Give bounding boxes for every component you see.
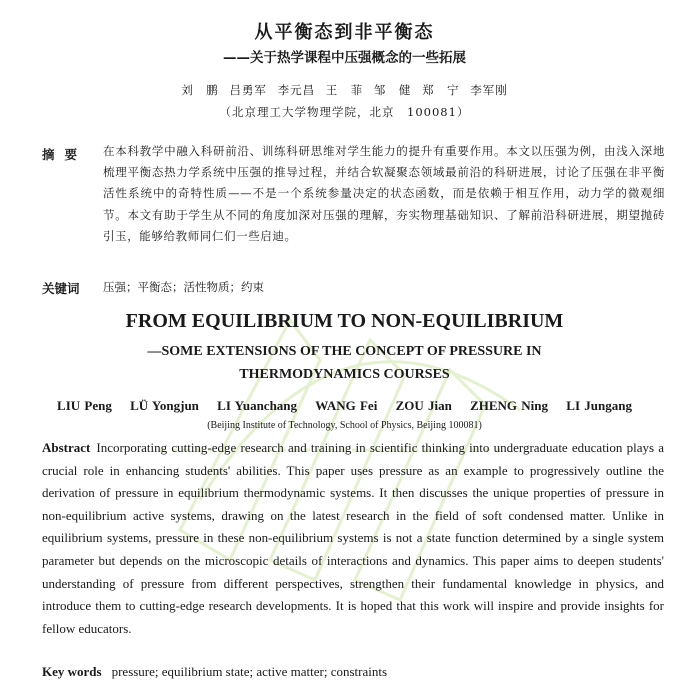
author-en: ZHENG Ning <box>470 398 549 413</box>
english-affiliation: (Beijing Institute of Technology, School of Physics, Beijing 100081) <box>207 420 482 431</box>
author-en: LI Yuanchang <box>217 398 298 413</box>
english-keywords-text: pressure; equilibrium state; active matter; constraints <box>111 664 388 679</box>
chinese-subtitle: ——关于热学课程中压强概念的一些拓展 <box>223 50 466 66</box>
author-cn: 郑 宁 <box>422 83 460 97</box>
author-cn: 刘 鹏 <box>181 83 219 97</box>
author-cn: 王 菲 <box>325 83 364 97</box>
chinese-title: 从平衡态到非平衡态 <box>254 22 435 43</box>
author-en: ZOU Jian <box>395 398 452 413</box>
author-cn: 邹 健 <box>373 83 412 97</box>
english-keywords <box>42 664 387 680</box>
author-cn: 吕勇军 <box>229 83 267 97</box>
english-abstract-text: Incorporating cutting-edge research and training in scientific thinking into undergraduate education plays a crucial role in enhancing students' abilities. This paper uses pressure as an example to progressively outline the derivation of pressure in equilibrium thermodynamic systems. It then discusses the unique properties of pressure in non-equilibrium active systems, drawing on the latest research in the field of soft condensed matter. Unlike in equilibrium systems, pressure in these non-equilibrium systems is not a state function determined by a single system parameter but depends on the microscopic details of interactions and dynamics. This paper aims to deepen students' understanding of pressure from different perspectives, strengthen their fundamental knowledge in physics, and introduce them to cutting-edge research developments. It is hoped that this work will inspire and provide insights for fellow educators. <box>42 440 664 636</box>
author-en: WANG Fei <box>315 398 378 413</box>
english-abstract <box>42 437 664 640</box>
chinese-keywords-text: 压强；平衡态；活性物质；约束 <box>103 280 264 294</box>
author-en: LIU Peng <box>57 398 112 413</box>
chinese-keywords-label: 关键词 <box>42 281 80 296</box>
chinese-abstract-text: 在本科教学中融入科研前沿、训练科研思维对学生能力的提升有重要作用。本文以压强为例，由浅入深地梳理平衡态热力学系统中压强的推导过程，并结合软凝聚态领域最前沿的科研进展，讨论了压强在非平衡活性系统中的奇特性质——不是一个系统参量决定的状态函数，而是依赖于相互作用，动力学的微观细节。本文有助于学生从不同的角度加深对压强的理解，夯实物理基础知识、了解前沿科研进展，期望抛砖引玉，能够给教师同仁们一些启迪。 <box>103 144 665 243</box>
english-subtitle-line: —SOME EXTENSIONS OF THE CONCEPT OF PRESSURE IN <box>147 344 542 359</box>
english-title: FROM EQUILIBRIUM TO NON-EQUILIBRIUM <box>125 310 564 332</box>
english-subtitle <box>0 340 689 386</box>
english-abstract-label: Abstract <box>42 440 91 455</box>
chinese-affiliation: （北京理工大学物理学院，北京 100081） <box>219 105 470 119</box>
author-cn: 李元昌 <box>277 83 316 97</box>
english-authors <box>0 398 689 414</box>
english-subtitle-line: THERMODYNAMICS COURSES <box>239 367 450 382</box>
chinese-abstract-label: 摘要 <box>42 147 88 162</box>
chinese-authors <box>0 82 689 98</box>
english-keywords-label: Key words <box>42 664 102 679</box>
author-cn: 李军刚 <box>470 83 508 97</box>
author-en: LÜ Yongjun <box>130 398 199 413</box>
author-en: LI Jungang <box>566 398 632 413</box>
